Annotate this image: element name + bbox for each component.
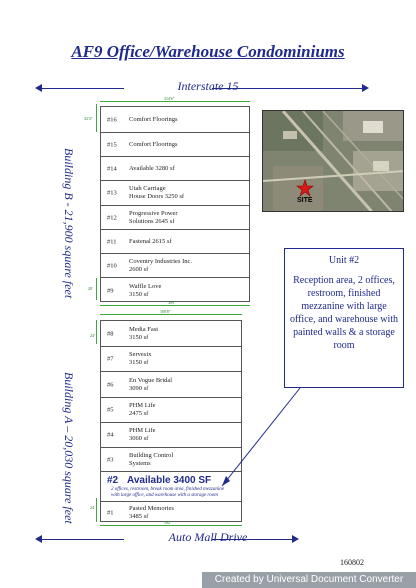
unit-number: #15: [107, 141, 117, 148]
unit-number: #3: [107, 456, 114, 463]
dim-line-a-top: [100, 314, 242, 315]
unit-info-description: Reception area, 2 offices, restroom, finished mezzanine with large office, and warehouse with painted walls & a storage room: [289, 275, 399, 351]
aerial-map-image: [262, 110, 404, 212]
watermark: Created by Universal Document Converter: [202, 572, 416, 588]
tenant-name: Waffle Love 3150 sf: [129, 282, 162, 298]
tenant-name: Comfort Floorings: [129, 115, 178, 123]
road-top-label: Interstate 15: [177, 79, 239, 93]
dim-b-side-bottom: 20': [88, 286, 93, 291]
tenant-name: Fastenal 2615 sf: [129, 237, 172, 245]
unit-info-box: [284, 248, 404, 388]
tenant-name: Progressive Power Solutions 2645 sf: [129, 209, 178, 225]
dim-b-bottom: 309': [168, 300, 175, 305]
tenant-name: PHM Life 3060 sf: [129, 426, 156, 442]
building-a: [100, 320, 242, 522]
tenant-name: En Vogue Bridal 3090 sf: [129, 376, 173, 392]
unit-1[interactable]: [101, 502, 241, 523]
dim-vline-b-bottom: [96, 278, 97, 300]
unit-number: #11: [107, 238, 117, 245]
unit-number: #2: [107, 475, 119, 486]
tenant-name: Pasted Memories 3485 sf: [129, 504, 174, 520]
arrow-right-icon: [362, 84, 369, 92]
unit-14[interactable]: [101, 157, 249, 181]
unit-16[interactable]: [101, 107, 249, 133]
dim-line-a-bottom: [100, 525, 242, 526]
available-headline: Available 3400 SF: [127, 475, 212, 486]
unit-15[interactable]: [101, 133, 249, 157]
dim-a-bottom: 102': [164, 520, 171, 525]
road-line-bottom-right: [212, 539, 292, 540]
unit-number: #10: [107, 262, 117, 269]
tenant-name: Building Control Systems: [129, 451, 174, 467]
unit-4[interactable]: [101, 423, 241, 448]
unit-number: #5: [107, 406, 114, 414]
road-bottom-label: Auto Mall Drive: [168, 530, 248, 544]
arrow-right-icon: [292, 535, 299, 543]
dim-a-side-top: 24': [90, 333, 95, 338]
dim-vline-b-top: [96, 104, 97, 132]
building-b: [100, 106, 250, 302]
dim-b-side-top: 32'4": [84, 116, 93, 121]
document-number: 160802: [340, 558, 364, 567]
unit-info-heading: Unit #2: [328, 255, 360, 266]
tenant-name: Comfort Floorings: [129, 140, 178, 148]
road-line-top-right: [212, 88, 362, 89]
site-label: SITE: [297, 197, 313, 204]
unit-number: #13: [107, 189, 117, 197]
unit-number: #1: [107, 509, 114, 516]
aerial-map-graphic: [263, 111, 404, 212]
tenant-name: Utah Carriage House Doors 3250 sf: [129, 184, 185, 200]
tenant-name: PHM Life 2475 sf: [129, 401, 156, 417]
unit-11[interactable]: [101, 230, 249, 254]
unit-13[interactable]: [101, 181, 249, 206]
unit-7[interactable]: [101, 347, 241, 372]
unit-number: #8: [107, 330, 114, 337]
dim-line-b-top: [100, 101, 250, 102]
available-details: 2 offices, restroom, break room area, finished mezzanine with large office, and warehouse with a storage room: [111, 487, 224, 498]
tenant-name: Servesix 3150 sf: [129, 350, 152, 366]
tenant-name: Coventry Industries Inc. 2600 sf: [129, 257, 193, 273]
tenant-name: Media Fast 3150 sf: [129, 325, 159, 341]
unit-2-available[interactable]: [101, 472, 241, 502]
unit-number: #16: [107, 116, 117, 123]
unit-number: #4: [107, 431, 114, 439]
page-title: AF9 Office/Warehouse Condominiums: [71, 42, 345, 61]
unit-10[interactable]: [101, 254, 249, 278]
unit-12[interactable]: [101, 206, 249, 230]
dim-line-b-bottom: [100, 305, 250, 306]
unit-5[interactable]: [101, 398, 241, 423]
unit-6[interactable]: [101, 372, 241, 398]
dim-vline-a-bottom: [96, 498, 97, 522]
unit-9[interactable]: [101, 278, 249, 303]
dim-a-top: 100'8": [160, 309, 171, 314]
building-a-label: Building A – 20,030 square feet: [62, 372, 76, 524]
unit-3[interactable]: [101, 448, 241, 472]
unit-number: #12: [107, 214, 117, 221]
unit-number: #9: [107, 287, 114, 294]
unit-number: #6: [107, 381, 114, 388]
dim-b-top: 314'6": [164, 96, 175, 101]
building-b-label: Building B - 21,900 square feet: [62, 148, 76, 299]
unit-8[interactable]: [101, 321, 241, 347]
unit-number: #7: [107, 355, 114, 363]
tenant-name: Available 3280 sf: [129, 164, 175, 172]
unit-number: #14: [107, 165, 117, 172]
dim-a-side-bottom: 24': [90, 505, 95, 510]
dim-vline-a-top: [96, 320, 97, 344]
site-star-icon: [296, 179, 314, 197]
